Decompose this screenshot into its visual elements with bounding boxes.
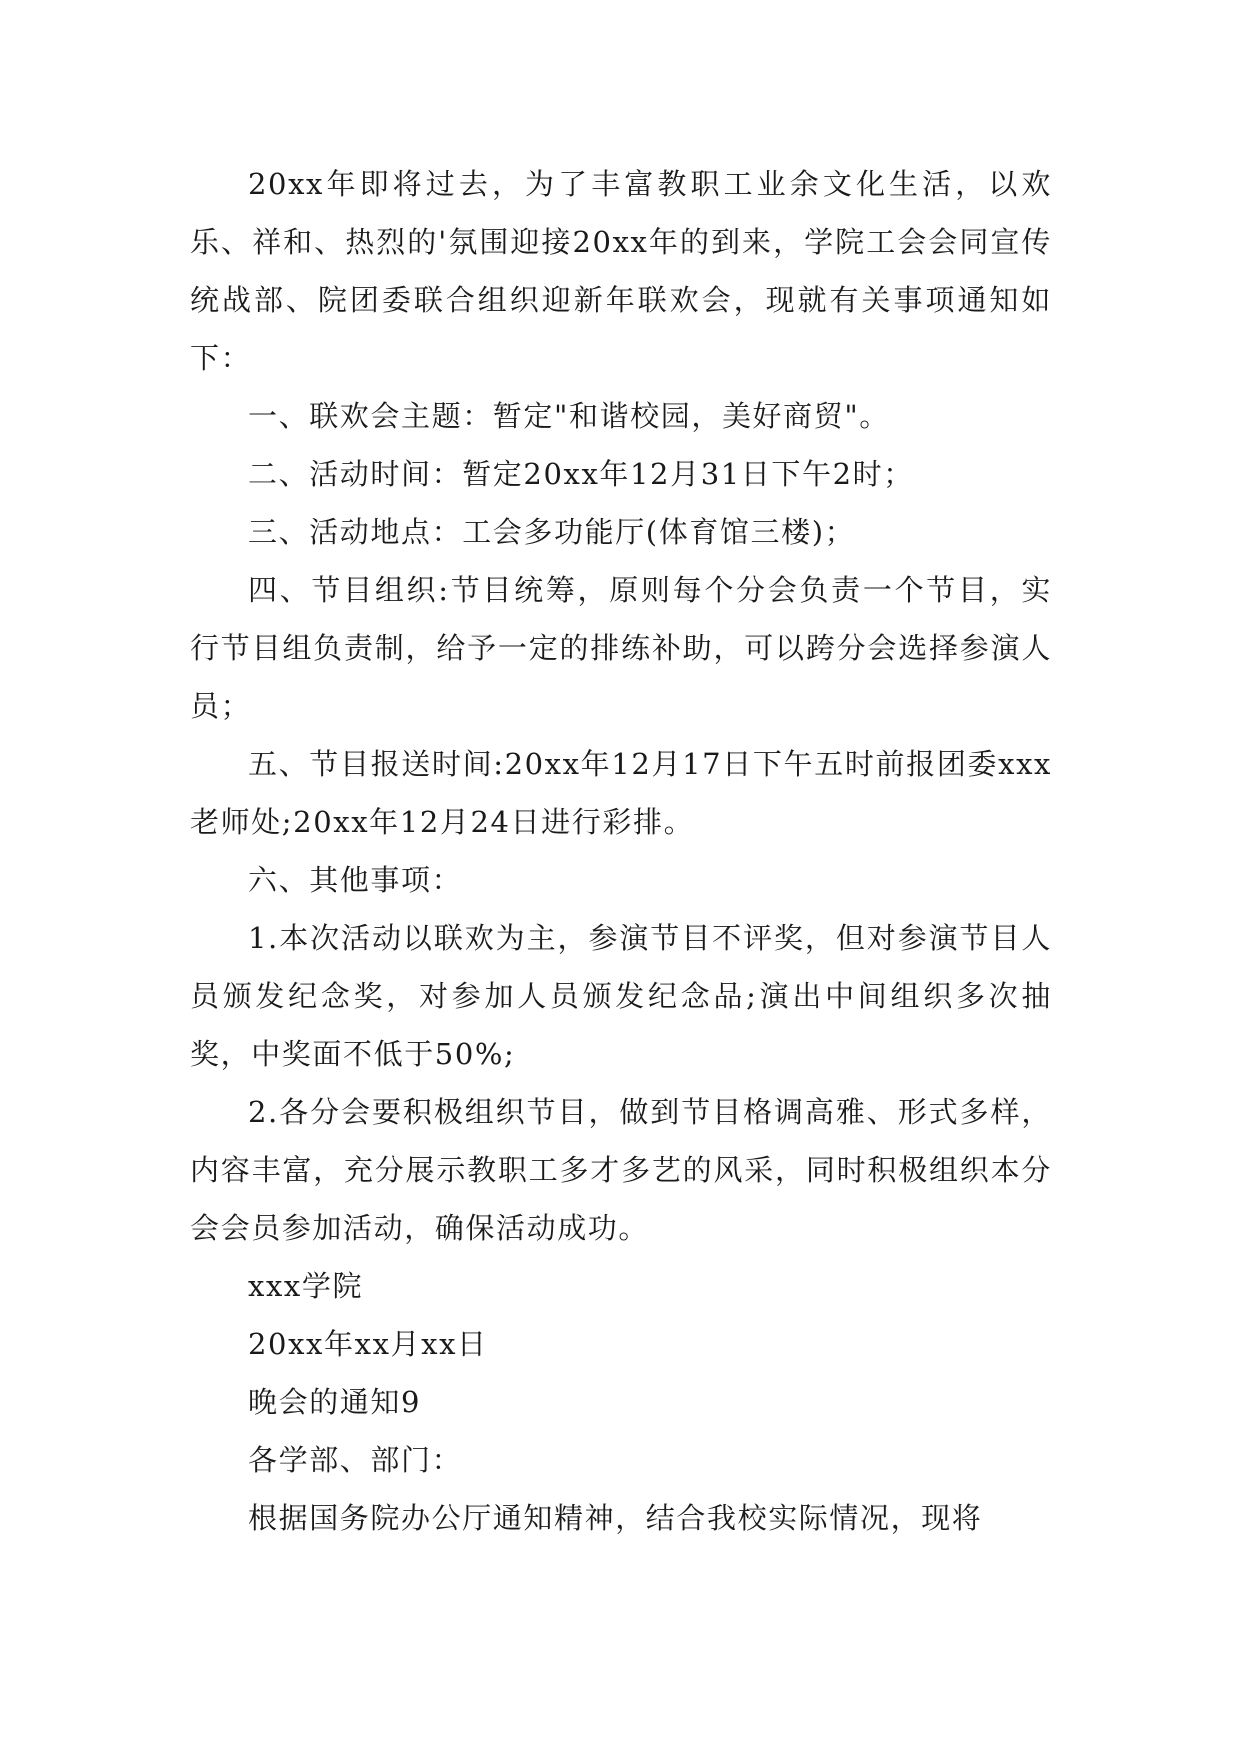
next-notice-salutation: 各学部、部门： [248, 1443, 463, 1477]
other-matters-heading: 六、其他事项： [248, 863, 463, 897]
next-notice-opening: 根据国务院办公厅通知精神，结合我校实际情况，现将 [248, 1501, 983, 1535]
submission-time-item: 五、节目报送时间:20xx年12月17日下午五时前报团委xxx老师处;20xx年12月24日进行彩排。 [190, 747, 1052, 839]
signature-institution: xxx学院 [248, 1269, 364, 1303]
next-notice-title: 晚会的通知9 [248, 1385, 422, 1419]
intro-paragraph: 20xx年即将过去，为了丰富教职工业余文化生活，以欢乐、祥和、热烈的'氛围迎接20xx年的到来，学院工会会同宣传统战部、院团委联合组织迎新年联欢会，现就有关事项通知如下： [190, 167, 1052, 375]
signature-date: 20xx年xx月xx日 [248, 1327, 488, 1361]
time-item: 二、活动时间：暂定20xx年12月31日下午2时； [248, 457, 914, 491]
theme-item: 一、联欢会主题：暂定"和谐校园，美好商贸"。 [248, 399, 890, 433]
document-body [190, 155, 1052, 1547]
other-matter-1: 1.本次活动以联欢为主，参演节目不评奖，但对参演节目人员颁发纪念奖，对参加人员颁发纪念品;演出中间组织多次抽奖，中奖面不低于50%; [190, 921, 1052, 1071]
location-item: 三、活动地点：工会多功能厅(体育馆三楼)； [248, 515, 856, 549]
other-matter-2: 2.各分会要积极组织节目，做到节目格调高雅、形式多样，内容丰富，充分展示教职工多才多艺的风采，同时积极组织本分会会员参加活动，确保活动成功。 [190, 1095, 1052, 1245]
program-organization-item: 四、节目组织:节目统筹，原则每个分会负责一个节目，实行节目组负责制，给予一定的排练补助，可以跨分会选择参演人员； [190, 573, 1052, 723]
